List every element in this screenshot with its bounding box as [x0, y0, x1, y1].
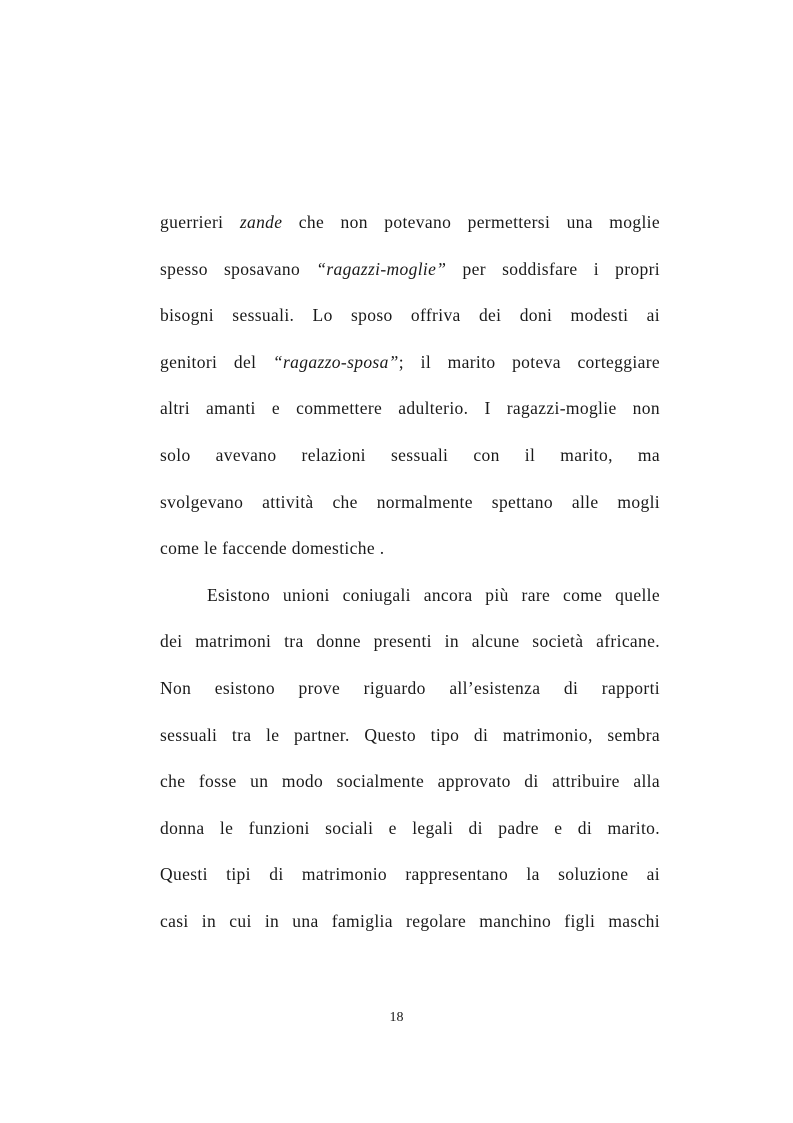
text-run: ; il marito poteva corteggiare: [398, 351, 660, 372]
text-line: donna le funzioni sociali e legali di padre e di marito.: [160, 817, 660, 838]
text-line: Non esistono prove riguardo all’esistenza di rapporti: [160, 677, 660, 698]
text-line: altri amanti e commettere adulterio. I ragazzi-moglie non: [160, 398, 660, 419]
text-line: Questi tipi di matrimonio rappresentano la soluzione ai: [160, 864, 660, 885]
page-number: 18: [389, 1010, 404, 1025]
text-line: [160, 253, 660, 300]
text-line: svolgevano attività che normalmente spettano alle mogli: [160, 491, 660, 512]
text-line: sessuali tra le partner. Questo tipo di matrimonio, sembra: [160, 724, 660, 745]
body-text: [160, 206, 660, 952]
text-line: casi in cui in una famiglia regolare manchino figli maschi: [160, 910, 660, 931]
text-line: [160, 206, 660, 253]
text-line: solo avevano relazioni sessuali con il marito, ma: [160, 444, 660, 465]
italic-term: zande: [239, 212, 283, 232]
text-run: genitori del: [160, 351, 273, 372]
text-line: [160, 346, 660, 393]
text-line: bisogni sessuali. Lo sposo offriva dei doni modesti ai: [160, 305, 660, 326]
text-line: dei matrimoni tra donne presenti in alcune società africane.: [160, 631, 660, 652]
text-run: guerrieri: [160, 212, 240, 232]
text-line-paragraph-start: Esistono unioni coniugali ancora più rare come quelle: [207, 584, 660, 605]
text-run: per soddisfare i propri: [446, 258, 660, 279]
italic-term: “ragazzo-sposa”: [272, 351, 399, 372]
text-line-paragraph-end: come le faccende domestiche .: [160, 538, 385, 559]
text-run: che non potevano permettersi una moglie: [282, 212, 660, 232]
text-run: spesso sposavano: [160, 258, 317, 279]
text-line: che fosse un modo socialmente approvato di attribuire alla: [160, 771, 660, 792]
italic-term: “ragazzi-moglie”: [316, 258, 447, 279]
